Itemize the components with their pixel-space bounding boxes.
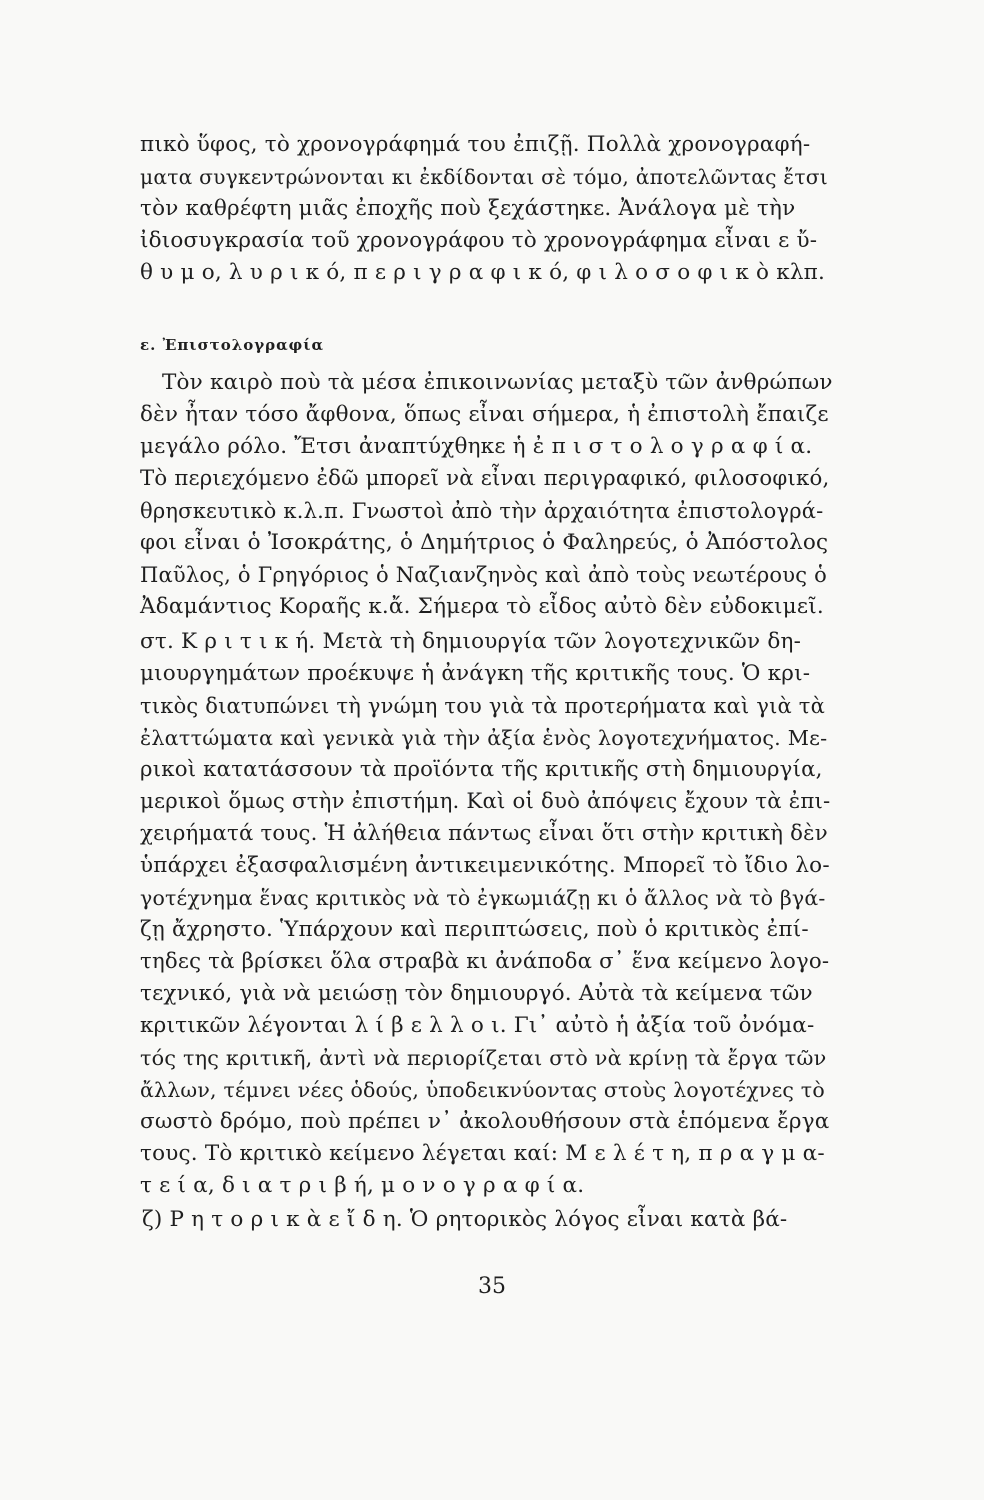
text-line: τ ε ί α, δ ι α τ ρ ι β ή, μ ο ν ο γ ρ α φ ί α.	[140, 1173, 585, 1198]
text-line: Τὸ περιεχόμενο ἐδῶ μπορεῖ νὰ εἶναι περιγραφικό, φιλοσοφικό,	[140, 466, 830, 491]
text-line: φοι εἶναι ὁ Ἰσοκράτης, ὁ Δημήτριος ὁ Φαληρεύς, ὁ Ἀπόστολος	[140, 530, 829, 555]
text-line: τεχνικό, γιὰ νὰ μειώσῃ τὸν δημιουργό. Αὐτὰ τὰ κείμενα τῶν	[140, 981, 813, 1006]
text-line: ματα συγκεντρώνονται κι ἐκδίδονται σὲ τόμο, ἀποτελῶντας ἔτσι	[140, 165, 828, 189]
text-line: τικὸς διατυπώνει τὴ γνώμη του γιὰ τὰ προτερήματα καὶ γιὰ τὰ	[140, 694, 825, 718]
text-line: ζ) Ρ η τ ο ρ ι κ ὰ ε ἴ δ η. Ὁ ρητορικὸς λόγος εἶναι κατὰ βά-	[142, 1207, 788, 1232]
text-line: ζῃ ἄχρηστο. Ὑπάρχουν καὶ περιπτώσεις, ποὺ ὁ κριτικὸς ἐπί-	[140, 917, 809, 942]
text-line: χειρήματά τους. Ἡ ἀλήθεια πάντως εἶναι ὅτι στὴν κριτικὴ δὲν	[140, 821, 828, 846]
section-heading-epistolography: ε. Ἐπιστολογραφία	[140, 336, 325, 354]
text-line: στ. Κ ρ ι τ ι κ ή. Μετὰ τὴ δημιουργία τῶν λογοτεχνικῶν δη-	[140, 629, 802, 654]
text-line: γοτέχνημα ἕνας κριτικὸς νὰ τὸ ἐγκωμιάζῃ κι ὁ ἄλλος νὰ τὸ βγά-	[140, 886, 826, 910]
text-line: Τὸν καιρὸ ποὺ τὰ μέσα ἐπικοινωνίας μεταξὺ τῶν ἀνθρώπων	[162, 370, 833, 395]
text-line: μερικοὶ ὅμως στὴν ἐπιστήμη. Καὶ οἱ δυὸ ἀπόψεις ἔχουν τὰ ἐπι-	[140, 789, 831, 814]
text-line: θ υ μ ο, λ υ ρ ι κ ό, π ε ρ ι γ ρ α φ ι κ ό, φ ι λ ο σ ο φ ι κ ὸ κλπ.	[140, 260, 826, 285]
text-line: τός της κριτικῆ, ἀντὶ νὰ περιορίζεται στὸ νὰ κρίνῃ τὰ ἔργα τῶν	[140, 1046, 827, 1070]
text-line: ρικοὶ κατατάσσουν τὰ προϊόντα τῆς κριτικῆς στὴ δημιουργία,	[140, 757, 823, 782]
page-number: 35	[478, 1274, 506, 1299]
text-line: πικὸ ὕφος, τὸ χρονογράφημά του ἐπιζῇ. Πολλὰ χρονογραφή-	[140, 132, 811, 157]
text-line: θρησκευτικὸ κ.λ.π. Γνωστοὶ ἀπὸ τὴν ἀρχαιότητα ἐπιστολογρά-	[140, 499, 824, 523]
text-line: ἄλλων, τέμνει νέες ὁδούς, ὑποδεικνύοντας στοὺς λογοτέχνες τὸ	[140, 1078, 825, 1102]
text-line: Παῦλος, ὁ Γρηγόριος ὁ Ναζιανζηνὸς καὶ ἀπὸ τοὺς νεωτέρους ὁ	[140, 563, 827, 587]
text-line: τηδες τὰ βρίσκει ὅλα στραβὰ κι ἀνάποδα σ᾽ ἕνα κείμενο λογο-	[140, 949, 830, 974]
text-line: ὑπάρχει ἐξασφαλισμένη ἀντικειμενικότης. Μπορεῖ τὸ ἴδιο λο-	[140, 853, 830, 878]
text-line: μιουργημάτων προέκυψε ἡ ἀνάγκη τῆς κριτικῆς τους. Ὁ κρι-	[140, 661, 811, 686]
text-line: κριτικῶν λέγονται λ ί β ε λ λ ο ι. Γι᾽ αὐτὸ ἡ ἀξία τοῦ ὀνόμα-	[140, 1013, 815, 1038]
text-line: ἐλαττώματα καὶ γενικὰ γιὰ τὴν ἀξία ἑνὸς λογοτεχνήματος. Με-	[140, 726, 828, 750]
text-line: Ἀδαμάντιος Κοραῆς κ.ἄ. Σήμερα τὸ εἶδος αὐτὸ δὲν εὐδοκιμεῖ.	[140, 594, 824, 619]
text-line: μεγάλο ρόλο. Ἔτσι ἀναπτύχθηκε ἡ ἐ π ι σ τ ο λ ο γ ρ α φ ί α.	[140, 434, 813, 459]
text-line: ἰδιοσυγκρασία τοῦ χρονογράφου τὸ χρονογράφημα εἶναι ε ὔ-	[140, 228, 818, 253]
text-line: τους. Τὸ κριτικὸ κείμενο λέγεται καί: Μ ε λ έ τ η, π ρ α γ μ α-	[140, 1141, 825, 1166]
text-line: δὲν ἦταν τόσο ἄφθονα, ὅπως εἶναι σήμερα, ἡ ἐπιστολὴ ἔπαιζε	[140, 402, 829, 427]
text-line: τὸν καθρέφτη μιᾶς ἐποχῆς ποὺ ξεχάστηκε. Ἀνάλογα μὲ τὴν	[140, 196, 796, 221]
text-line: σωστὸ δρόμο, ποὺ πρέπει ν᾽ ἀκολουθήσουν στὰ ἑπόμενα ἔργα	[140, 1109, 830, 1134]
